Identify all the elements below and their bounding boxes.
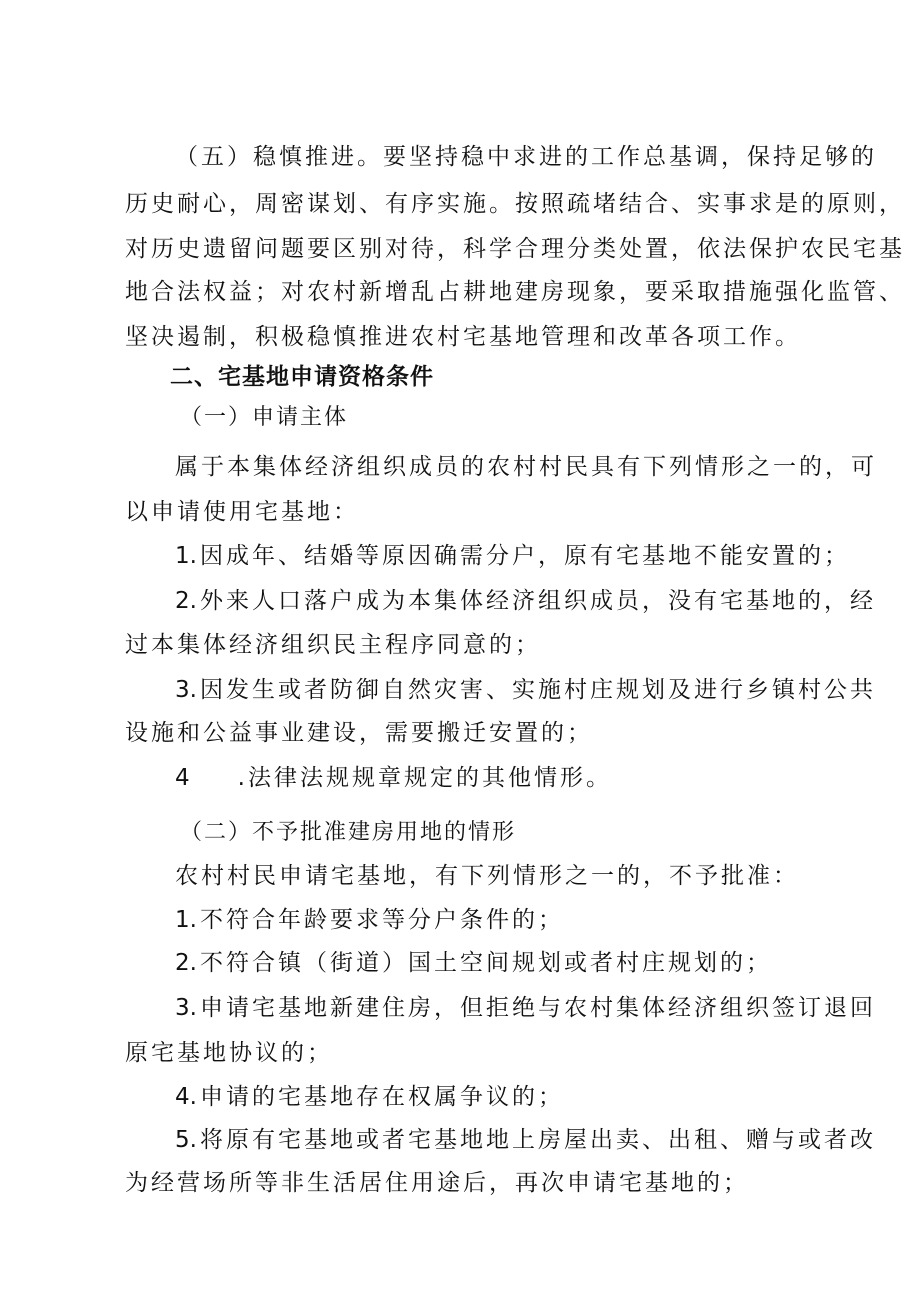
- list2-item-5: [175, 1125, 876, 1155]
- intro2-line: 农村村民申请宅基地，有下列情形之一的，不予批准：: [175, 863, 799, 889]
- list-text: .不符合镇（街道）国土空间规划或者村庄规划的；: [189, 950, 772, 976]
- list-text: .外来人口落户成为本集体经济组织成员，没有宅基地的，经: [189, 588, 876, 614]
- list1-item-4: [175, 763, 612, 793]
- list-number: 1: [175, 907, 190, 933]
- list2-item-1: [175, 905, 564, 935]
- list-number: 4: [175, 765, 190, 791]
- paragraph-5-line-4: 地合法权益；对农村新增乱占耕地建房现象，要采取措施强化监管、: [125, 279, 905, 305]
- list-text: .不符合年龄要求等分户条件的；: [189, 907, 564, 933]
- list-text: .将原有宅基地或者宅基地地上房屋出卖、出租、赠与或者改: [189, 1127, 876, 1153]
- list1-item-2-line-2: 过本集体经济组织民主程序同意的；: [125, 632, 541, 658]
- list-number: 4: [175, 1084, 190, 1110]
- intro1-line-2: 以申请使用宅基地：: [125, 499, 359, 525]
- list2-item-3: [175, 993, 876, 1023]
- list-text: .因成年、结婚等原因确需分户，原有宅基地不能安置的；: [189, 543, 850, 569]
- list-number: 3: [175, 677, 190, 703]
- list-number: 3: [175, 995, 190, 1021]
- list2-item-5-line-2: 为经营场所等非生活居住用途后，再次申请宅基地的；: [125, 1170, 749, 1196]
- list-number: 1: [175, 543, 190, 569]
- list2-item-2: [175, 948, 772, 978]
- list-text: .申请的宅基地存在权属争议的；: [189, 1084, 564, 1110]
- list1-item-2: [175, 586, 876, 616]
- list-text: .因发生或者防御自然灾害、实施村庄规划及进行乡镇村公共: [189, 677, 876, 703]
- list1-item-3-line-2: 设施和公益事业建设，需要搬迁安置的；: [125, 720, 593, 746]
- paragraph-5-line-2: 历史耐心，周密谋划、有序实施。按照疏堵结合、实事求是的原则，: [125, 191, 905, 217]
- subheading-application-subject: （一）申请主体: [180, 405, 349, 430]
- list2-item-4: [175, 1082, 564, 1112]
- paragraph-5-line-3: 对历史遗留问题要区别对待，科学合理分类处置，依法保护农民宅基: [125, 236, 905, 262]
- section-heading-2: 二、宅基地申请资格条件: [170, 364, 434, 390]
- list-number: 2: [175, 588, 190, 614]
- subheading-not-approved: （二）不予批准建房用地的情形: [180, 820, 517, 845]
- list-number: 2: [175, 950, 190, 976]
- paragraph-5-line-1: （五）稳慎推进。要坚持稳中求进的工作总基调，保持足够的: [175, 144, 877, 170]
- paragraph-5-line-5: 坚决遏制，积极稳慎推进农村宅基地管理和改革各项工作。: [125, 324, 801, 350]
- intro1-line-1: 属于本集体经济组织成员的农村村民具有下列情形之一的，可: [175, 454, 877, 480]
- list-number: 5: [175, 1127, 190, 1153]
- list1-item-3: [175, 675, 876, 705]
- list-text: .法律法规规章规定的其他情形。: [237, 765, 612, 791]
- list2-item-3-line-2: 原宅基地协议的；: [125, 1040, 333, 1066]
- list-text: .申请宅基地新建住房，但拒绝与农村集体经济组织签订退回: [189, 995, 876, 1021]
- list1-item-1: [175, 541, 850, 571]
